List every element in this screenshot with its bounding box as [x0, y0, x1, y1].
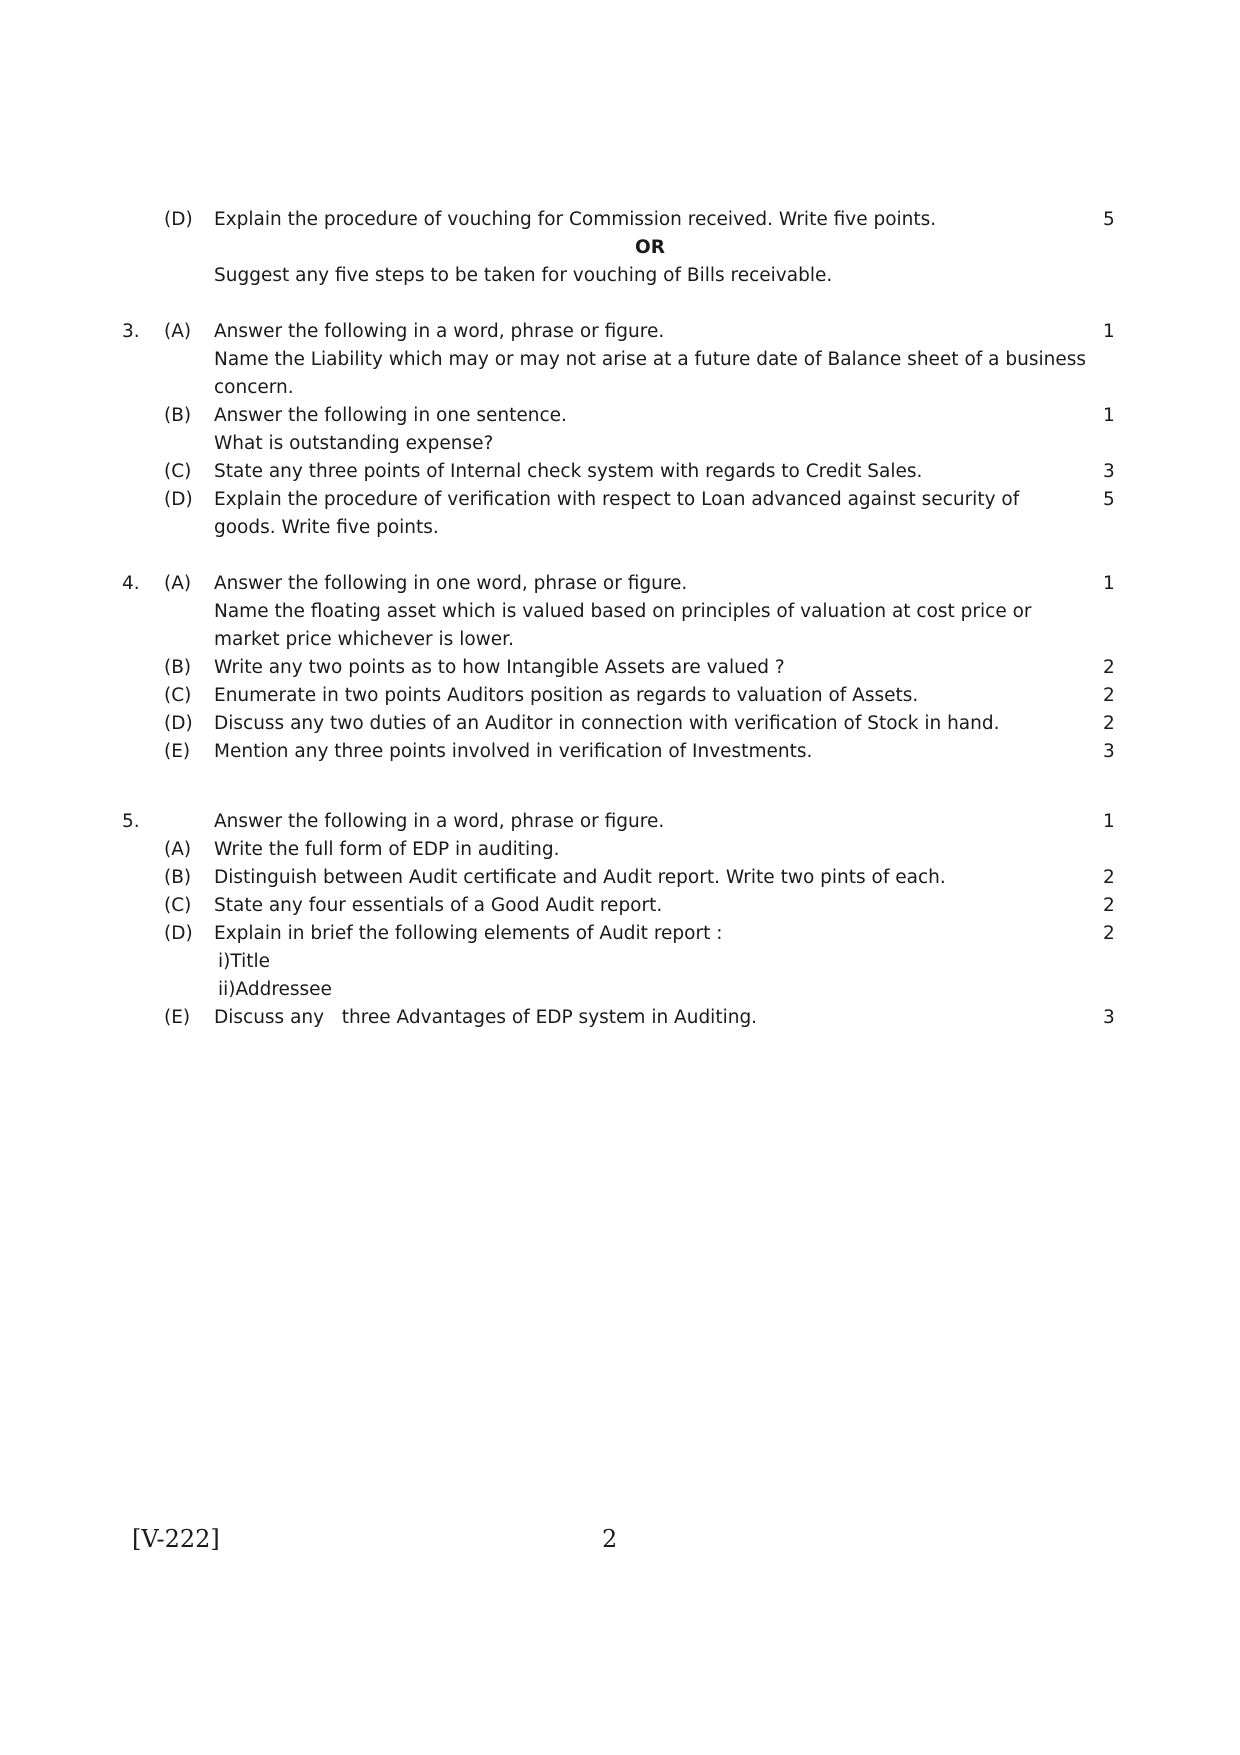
- marks: 5: [1103, 489, 1115, 510]
- question-text: Answer the following in one sentence.: [214, 405, 567, 426]
- subq-label: (D): [164, 923, 193, 944]
- subq-label: (D): [164, 489, 193, 510]
- question-2d: [0, 206, 1240, 234]
- subq-label: (C): [164, 895, 192, 916]
- question-text: Discuss any two duties of an Auditor in connection with verification of Stock in hand.: [214, 713, 1000, 734]
- marks: 5: [1103, 209, 1115, 230]
- question-4e: [0, 738, 1240, 766]
- question-3d-line2: [0, 514, 1240, 542]
- marks: 3: [1103, 741, 1115, 762]
- question-4b: [0, 654, 1240, 682]
- question-text: market price whichever is lower.: [214, 629, 514, 650]
- subq-label: (C): [164, 685, 192, 706]
- marks: 1: [1103, 405, 1115, 426]
- question-3c: [0, 458, 1240, 486]
- question-text: Answer the following in a word, phrase or figure.: [214, 321, 665, 342]
- page-number: 2: [602, 1525, 618, 1553]
- question-4a-line2: [0, 598, 1240, 626]
- question-text: Mention any three points involved in verification of Investments.: [214, 741, 813, 762]
- question-3d: [0, 486, 1240, 514]
- marks: 2: [1103, 867, 1115, 888]
- question-number: 5.: [122, 811, 140, 832]
- question-text: concern.: [214, 377, 294, 398]
- question-3a-line2: [0, 346, 1240, 374]
- question-3a-line3: [0, 374, 1240, 402]
- paper-code: [V-222]: [132, 1525, 220, 1553]
- marks: 1: [1103, 811, 1115, 832]
- question-3a: [0, 318, 1240, 346]
- subq-label: (D): [164, 209, 193, 230]
- question-text: State any three points of Internal check system with regards to Credit Sales.: [214, 461, 923, 482]
- question-4a: [0, 570, 1240, 598]
- marks: 1: [1103, 321, 1115, 342]
- question-text: Answer the following in one word, phrase or figure.: [214, 573, 688, 594]
- question-text: Enumerate in two points Auditors position as regards to valuation of Assets.: [214, 685, 919, 706]
- question-text: Distinguish between Audit certificate and Audit report. Write two pints of each.: [214, 867, 946, 888]
- subq-label: (A): [164, 321, 192, 342]
- question-4a-line3: [0, 626, 1240, 654]
- subq-label: (C): [164, 461, 192, 482]
- marks: 2: [1103, 713, 1115, 734]
- question-5b: [0, 864, 1240, 892]
- marks: 2: [1103, 685, 1115, 706]
- marks: 2: [1103, 895, 1115, 916]
- question-text: goods. Write five points.: [214, 517, 439, 538]
- question-4c: [0, 682, 1240, 710]
- subq-label: (E): [164, 741, 191, 762]
- question-2d-alternative: [0, 262, 1240, 290]
- marks: 2: [1103, 923, 1115, 944]
- subq-label: (A): [164, 839, 192, 860]
- subq-label: (B): [164, 657, 192, 678]
- question-5d-item2: [0, 976, 1240, 1004]
- marks: 1: [1103, 573, 1115, 594]
- or-label: OR: [635, 237, 665, 258]
- question-5-intro: [0, 808, 1240, 836]
- marks: 2: [1103, 657, 1115, 678]
- question-text: State any four essentials of a Good Audit report.: [214, 895, 663, 916]
- question-text: Suggest any five steps to be taken for vouching of Bills receivable.: [214, 265, 833, 286]
- subq-label: (E): [164, 1007, 191, 1028]
- question-5d: [0, 920, 1240, 948]
- question-3b-line2: [0, 430, 1240, 458]
- question-text: Name the floating asset which is valued based on principles of valuation at cost price or: [214, 601, 1032, 622]
- or-divider: [0, 234, 1240, 262]
- question-text: Answer the following in a word, phrase or figure.: [214, 811, 665, 832]
- question-number: 4.: [122, 573, 140, 594]
- subq-label: (B): [164, 867, 192, 888]
- list-item: ii)Addressee: [218, 979, 332, 1000]
- question-text: Name the Liability which may or may not arise at a future date of Balance sheet of a business: [214, 349, 1087, 370]
- question-text: Explain the procedure of verification with respect to Loan advanced against security of: [214, 489, 1020, 510]
- question-text: Write any two points as to how Intangible Assets are valued ?: [214, 657, 785, 678]
- question-text: Discuss any three Advantages of EDP system in Auditing.: [214, 1007, 758, 1028]
- question-text: What is outstanding expense?: [214, 433, 494, 454]
- question-5a: [0, 836, 1240, 864]
- subq-label: (B): [164, 405, 192, 426]
- question-5d-item1: [0, 948, 1240, 976]
- question-text: Write the full form of EDP in auditing.: [214, 839, 560, 860]
- question-5e: [0, 1004, 1240, 1032]
- list-item: i)Title: [218, 951, 271, 972]
- question-4d: [0, 710, 1240, 738]
- question-text: Explain the procedure of vouching for Commission received. Write five points.: [214, 209, 937, 230]
- question-5c: [0, 892, 1240, 920]
- subq-label: (A): [164, 573, 192, 594]
- question-text: Explain in brief the following elements of Audit report :: [214, 923, 723, 944]
- subq-label: (D): [164, 713, 193, 734]
- question-3b: [0, 402, 1240, 430]
- marks: 3: [1103, 461, 1115, 482]
- question-number: 3.: [122, 321, 140, 342]
- marks: 3: [1103, 1007, 1115, 1028]
